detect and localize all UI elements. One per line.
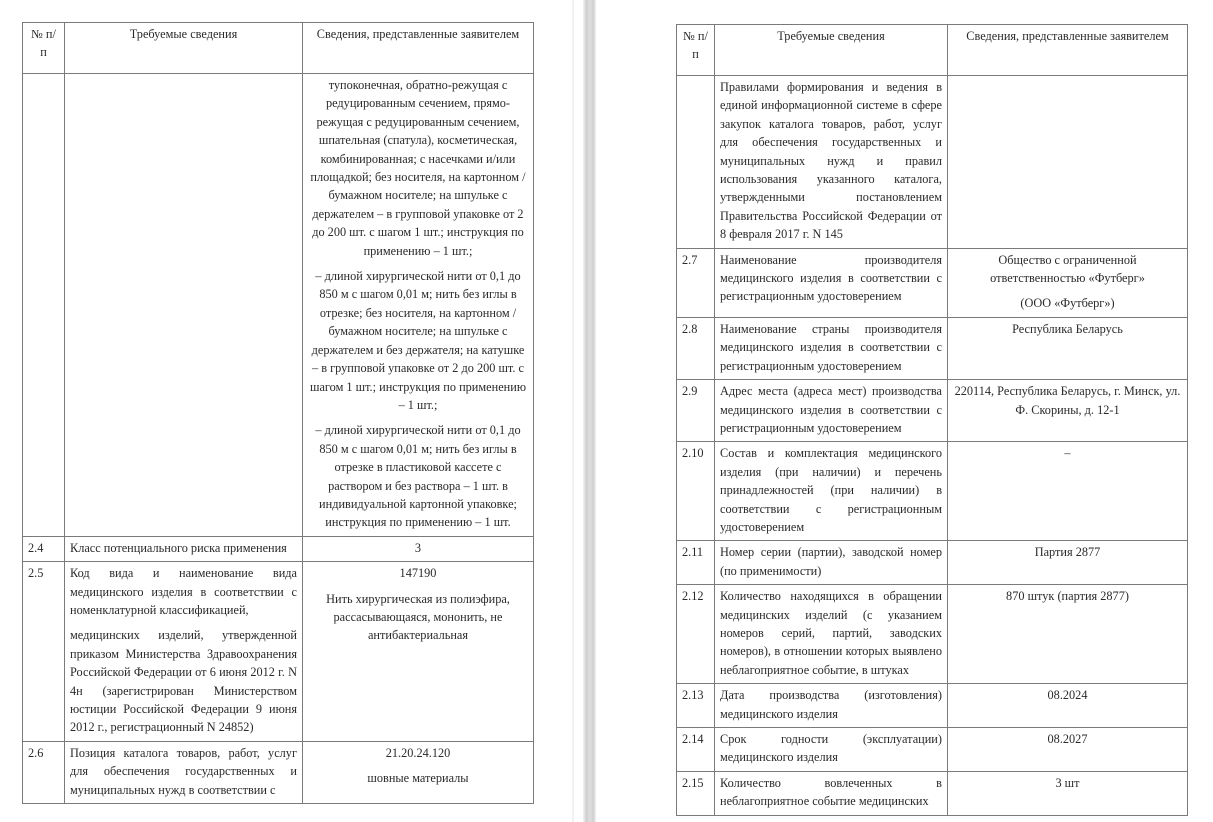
provided-info-cell	[948, 380, 1188, 442]
required-info-cell	[715, 771, 948, 815]
table-row	[677, 541, 1188, 585]
required-info-paragraph: Адрес места (адреса мест) производства медицинского изделия в соответствии с регистрационным удостоверением	[720, 384, 942, 435]
required-info-paragraph: Номер серии (партии), заводской номер (по применимости)	[720, 545, 942, 578]
required-info-cell	[65, 741, 303, 803]
table-row	[677, 728, 1188, 772]
required-info-cell	[715, 541, 948, 585]
required-info-paragraph: Количество вовлеченных в неблагоприятное событие медицинских	[720, 775, 942, 809]
row-number: 2.5	[23, 562, 65, 742]
required-info-paragraph: медицинских изделий, утвержденной приказом Министерства Здравоохранения Российской Федерации от 6 июня 2012 г. N 4н (зарегистрирован Министерством юстиции Российской Федерации 9 июня 2012 г., регистрационный N 24852)	[70, 628, 297, 735]
row-number	[23, 74, 65, 537]
row-number: 2.14	[677, 728, 715, 772]
row-number: 2.6	[23, 741, 65, 803]
provided-info-cell	[948, 317, 1188, 379]
table-header-row	[677, 25, 1188, 76]
required-info-paragraph: Класс потенциального риска применения	[70, 540, 287, 555]
provided-info-cell	[303, 74, 534, 537]
required-info-cell	[65, 536, 303, 561]
document-page-right	[596, 0, 1213, 822]
provided-info-paragraph: Республика Беларусь	[1012, 321, 1123, 336]
table-header-row	[23, 23, 534, 74]
requirements-table-left	[22, 22, 534, 804]
provided-info-paragraph: –	[1064, 446, 1071, 461]
required-info-paragraph: Правилами формирования и ведения в единой информационной системе в сфере закупок каталога товаров, работ, услуг для обеспечения государственных и муниципальных нужд и правил использования указанного каталога, утвержденными постановлением Правительства Российской Федерации от 8 февраля 2017 г. N 145	[720, 80, 942, 242]
required-info-cell	[715, 380, 948, 442]
required-info-cell	[715, 248, 948, 317]
header-provided: Сведения, представленные заявителем	[303, 23, 534, 74]
row-number: 2.15	[677, 771, 715, 815]
provided-info-cell	[948, 541, 1188, 585]
provided-info-cell	[948, 728, 1188, 772]
header-required: Требуемые сведения	[65, 23, 303, 74]
table-row	[677, 442, 1188, 541]
page-divider	[583, 0, 596, 822]
provided-info-paragraph: 3	[414, 540, 422, 555]
provided-info-paragraph: тупоконечная, обратно-режущая с редуцированным сечением, прямо-режущая с редуцированным сечением, шпательная (спатула), косметическая, комбинированная; с насечками и/или площадкой; без носителя, на картонном / бумажном носителе; на шпульке с держателем – в групповой упаковке от 2 до 200 шт. с шагом 1 шт.; инструкция по применению – 1 шт.;	[310, 78, 526, 258]
header-num: № п/п	[677, 25, 715, 76]
required-info-paragraph: Позиция каталога товаров, работ, услуг для обеспечения государственных и муниципальных нужд в соответствии с	[70, 745, 297, 797]
row-number	[677, 76, 715, 249]
row-number: 2.12	[677, 585, 715, 684]
required-info-paragraph: Количество находящихся в обращении медицинских изделий (с указанием номеров серий, партий, заводских номеров), в отношении которых выявлено неблагоприятное событие, в штуках	[720, 589, 942, 677]
required-info-cell	[715, 76, 948, 249]
required-info-cell	[715, 442, 948, 541]
row-number: 2.7	[677, 248, 715, 317]
provided-info-paragraph: 08.2027	[1047, 732, 1088, 746]
provided-info-paragraph: шовные материалы	[367, 771, 469, 786]
provided-info-cell	[303, 536, 534, 561]
header-num: № п/п	[23, 23, 65, 74]
table-row	[677, 585, 1188, 684]
provided-info-paragraph: – длиной хирургической нити от 0,1 до 850 м с шагом 0,01 м; нить без иглы в отрезке; без носителя, на картонном / бумажном носителе; на шпульке с держателем и без держателя; на катушке – в групповой упаковке от 2 до 200 шт. с шагом 1 шт.; инструкция по применению – 1 шт.;	[309, 269, 527, 412]
row-number: 2.13	[677, 684, 715, 728]
table-row	[677, 380, 1188, 442]
required-info-paragraph: Код вида и наименование вида медицинского изделия в соответствии с номенклатурной классификацией,	[70, 566, 297, 617]
provided-info-cell	[948, 248, 1188, 317]
table-row	[23, 562, 534, 742]
header-required: Требуемые сведения	[715, 25, 948, 76]
provided-info-paragraph: 147190	[399, 566, 437, 581]
table-row	[23, 74, 534, 537]
required-info-paragraph: Срок годности (эксплуатации) медицинского изделия	[720, 732, 942, 765]
document-page-left	[0, 0, 583, 822]
provided-info-paragraph: Партия 2877	[1034, 545, 1101, 560]
provided-info-paragraph: – длиной хирургической нити от 0,1 до 850 м с шагом 0,01 м; нить без иглы в отрезке в пластиковой кассете с раствором и без раствора – 1 шт. в индивидуальной картонной упаковке; инструкция по применению – 1 шт.	[315, 423, 521, 530]
row-number: 2.10	[677, 442, 715, 541]
row-number: 2.4	[23, 536, 65, 561]
provided-info-paragraph: 08.2024	[1047, 688, 1088, 703]
page-edge	[572, 0, 574, 822]
provided-info-cell	[303, 741, 534, 803]
table-row	[677, 684, 1188, 728]
table-row	[23, 536, 534, 561]
table-row	[677, 771, 1188, 815]
required-info-cell	[715, 317, 948, 379]
required-info-cell	[715, 585, 948, 684]
provided-info-paragraph: 21.20.24.120	[385, 745, 451, 760]
provided-info-cell	[948, 771, 1188, 815]
header-provided: Сведения, представленные заявителем	[948, 25, 1188, 76]
provided-info-cell	[948, 585, 1188, 684]
required-info-cell	[65, 562, 303, 742]
required-info-paragraph: Состав и комплектация медицинского изделия (при наличии) и перечень принадлежностей (при наличии) в соответствии с регистрационным удостоверением	[720, 446, 942, 534]
row-number: 2.11	[677, 541, 715, 585]
provided-info-paragraph: 220114, Республика Беларусь, г. Минск, ул. Ф. Скорины, д. 12-1	[954, 384, 1181, 417]
provided-info-paragraph: 3 шт	[1055, 775, 1080, 790]
required-info-paragraph: Дата производства (изготовления) медицинского изделия	[720, 688, 942, 721]
table-row	[677, 248, 1188, 317]
required-info-paragraph: Наименование страны производителя медицинского изделия в соответствии с регистрационным удостоверением	[720, 321, 942, 373]
required-info-paragraph: Наименование производителя медицинского изделия в соответствии с регистрационным удостоверением	[720, 252, 942, 304]
provided-info-paragraph: Нить хирургическая из полиэфира, рассасывающаяся, мононить, не антибактериальная	[326, 591, 510, 643]
required-info-cell	[715, 684, 948, 728]
provided-info-paragraph: Общество с ограниченной ответственностью «Футберг»	[990, 252, 1145, 286]
provided-info-cell	[303, 562, 534, 742]
row-number: 2.9	[677, 380, 715, 442]
table-row	[677, 317, 1188, 379]
provided-info-cell	[948, 684, 1188, 728]
table-row	[23, 741, 534, 803]
provided-info-cell	[948, 76, 1188, 249]
required-info-cell	[715, 728, 948, 772]
table-row	[677, 76, 1188, 249]
provided-info-paragraph: 870 штук (партия 2877)	[1006, 589, 1129, 604]
provided-info-cell	[948, 442, 1188, 541]
required-info-cell	[65, 74, 303, 537]
row-number: 2.8	[677, 317, 715, 379]
provided-info-paragraph: (ООО «Футберг»)	[1020, 296, 1115, 311]
requirements-table-right	[676, 24, 1188, 816]
